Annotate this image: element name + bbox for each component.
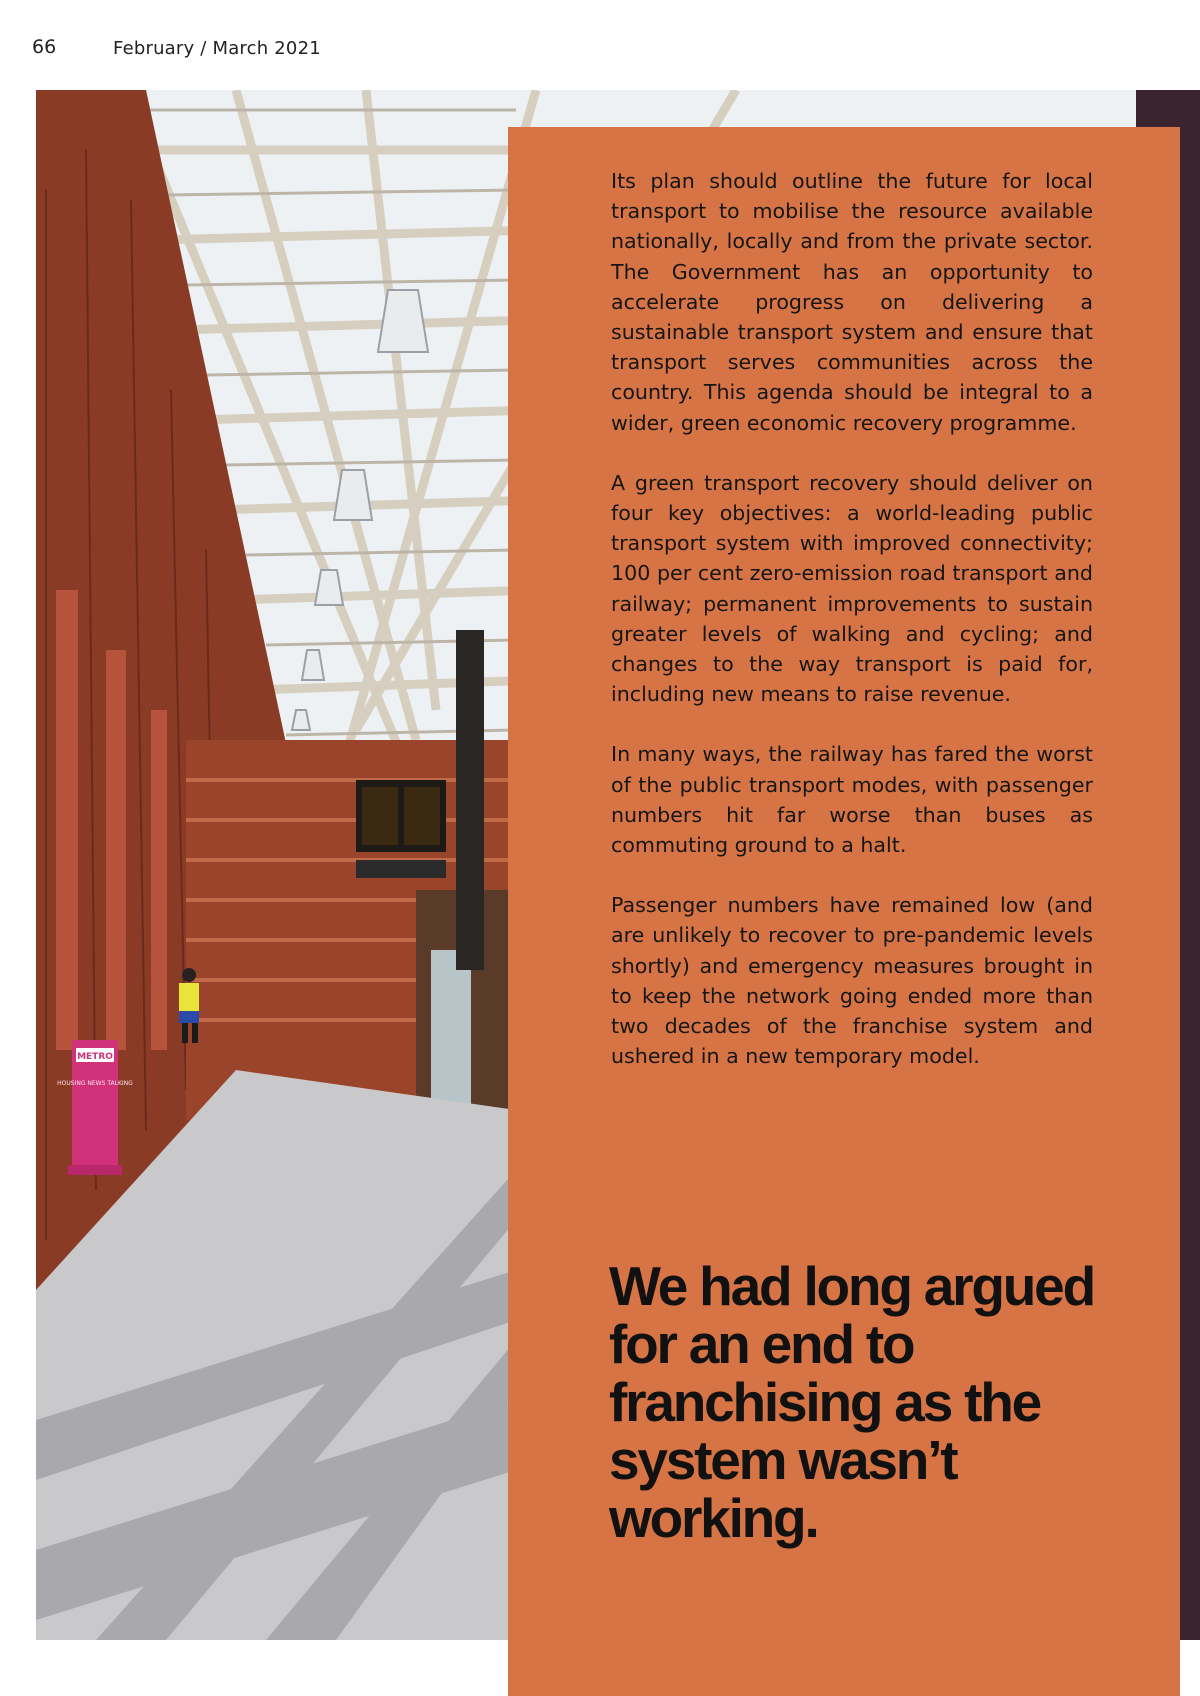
page-number: 66: [32, 36, 57, 58]
page-header: [0, 36, 1200, 66]
paragraph-1: Its plan should outline the future for local transport to mobilise the resource available nationally, locally and from the private sector. The Government has an opportunity to accelerate progress on delivering a sustainable transport system and ensure that transport serves communities across the country. This agenda should be integral to a wider, green economic recovery programme.: [611, 169, 1093, 435]
paragraph-2: A green transport recovery should deliver on four key objectives: a world-leading public transport system with improved connectivity; 100 per cent zero-emission road transport and railway; permanent improvements to sustain greater levels of walking and cycling; and changes to the way transport is paid for, including new means to raise revenue.: [611, 470, 1093, 707]
paragraph-3: In many ways, the railway has fared the worst of the public transport modes, with passenger numbers hit far worse than buses as commuting ground to a halt.: [611, 742, 1093, 858]
pull-quote: We had long argued for an end to franchising as the system wasn’t working.: [609, 1255, 1094, 1549]
issue-date: February / March 2021: [113, 38, 321, 59]
article-body: [611, 166, 1093, 1101]
article-panel: [508, 127, 1180, 1696]
paragraph-4: Passenger numbers have remained low (and are unlikely to recover to pre-pandemic levels shortly) and emergency measures brought in to keep the network going ended more than two decades of the franchise system and ushered in a new temporary model.: [611, 893, 1093, 1069]
metro-board-label: METRO: [77, 1052, 113, 1062]
metro-board-sub: HOUSING NEWS TALKING: [57, 1080, 133, 1087]
